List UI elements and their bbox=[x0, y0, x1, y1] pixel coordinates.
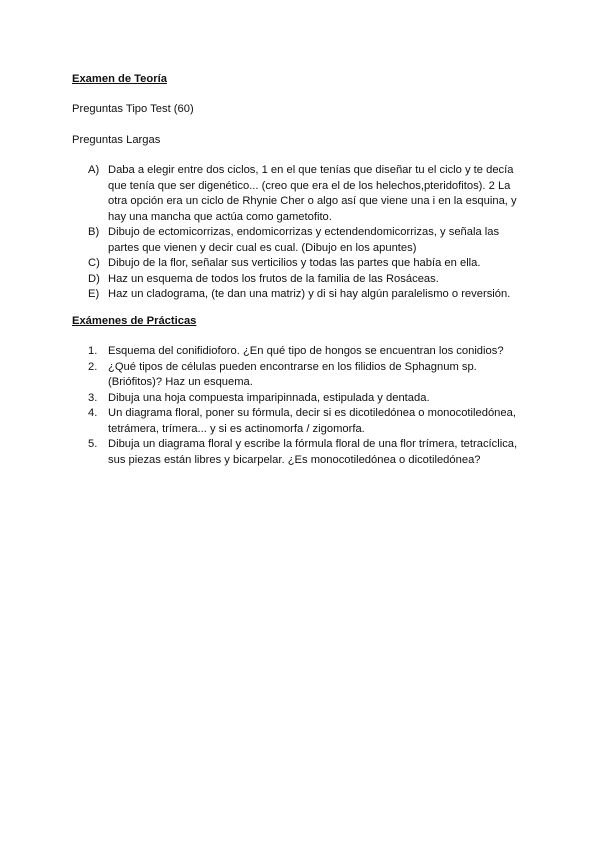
list-item bbox=[88, 287, 528, 303]
list-item-text: Un diagrama floral, poner su fórmula, decir si es dicotiledónea o monocotiledónea, tetrámera, trímera... y si es actinomorfa / zigomorfa. bbox=[108, 407, 516, 435]
list-item bbox=[88, 272, 528, 288]
list-marker: 1. bbox=[88, 345, 98, 357]
list-marker: A) bbox=[88, 164, 100, 176]
list-marker: B) bbox=[88, 226, 100, 238]
list-item-text: Dibujo de ectomicorrizas, endomicorrizas y ectendendomicorrizas, y señala las partes que vienen y decir cual es cual. (Dibujo en los apuntes) bbox=[108, 226, 500, 254]
list-item-text: Haz un esquema de todos los frutos de la familia de las Rosáceas. bbox=[108, 272, 439, 285]
list-item-text: Dibuja una hoja compuesta imparipinnada, estipulada y dentada. bbox=[108, 391, 430, 404]
list-marker: E) bbox=[88, 288, 100, 300]
practicals-heading: Exámenes de Prácticas bbox=[72, 315, 197, 327]
list-marker: 2. bbox=[88, 360, 98, 373]
test-questions-label: Preguntas Tipo Test (60) bbox=[72, 103, 194, 115]
practicals-list bbox=[88, 344, 528, 468]
list-item bbox=[88, 360, 528, 391]
list-item-text: Haz un cladograma, (te dan una matriz) y di si hay algún paralelismo o reversión. bbox=[108, 288, 511, 300]
list-item bbox=[88, 256, 528, 272]
list-item-text: Dibuja un diagrama floral y escribe la fórmula floral de una flor trímera, tetracíclica, sus piezas están libres y bicarpelar. ¿Es monocotiledónea o dicotiledónea? bbox=[108, 438, 518, 466]
list-item bbox=[88, 391, 528, 407]
list-marker: 3. bbox=[88, 391, 98, 404]
list-item-text: Daba a elegir entre dos ciclos, 1 en el que tenías que diseñar tu el ciclo y te decía que tenía que ser digenético... (creo que era el de los helechos,pteridofitos). 2 La otra opción era un ciclo de Rhynie Cher o algo así que viene una i en la esquina, y hay una mancha que actúa como gametofito. bbox=[108, 164, 517, 223]
list-marker: 4. bbox=[88, 407, 98, 419]
list-item-text: ¿Qué tipos de células pueden encontrarse en los filidios de Sphagnum sp. (Briófitos)? Haz un esquema. bbox=[108, 360, 477, 388]
exam-heading: Examen de Teoría bbox=[72, 73, 167, 85]
list-item bbox=[88, 406, 528, 437]
list-marker: C) bbox=[88, 257, 100, 269]
long-questions-label: Preguntas Largas bbox=[72, 134, 161, 146]
list-marker: D) bbox=[88, 272, 100, 285]
list-item bbox=[88, 163, 528, 225]
list-item bbox=[88, 225, 528, 256]
list-item-text: Dibujo de la flor, señalar sus verticilios y todas las partes que había en ella. bbox=[108, 257, 481, 269]
long-questions-list bbox=[88, 163, 528, 303]
list-item bbox=[88, 437, 528, 468]
list-marker: 5. bbox=[88, 438, 98, 450]
list-item-text: Esquema del conifidioforo. ¿En qué tipo de hongos se encuentran los conidios? bbox=[108, 345, 504, 357]
list-item bbox=[88, 344, 528, 360]
